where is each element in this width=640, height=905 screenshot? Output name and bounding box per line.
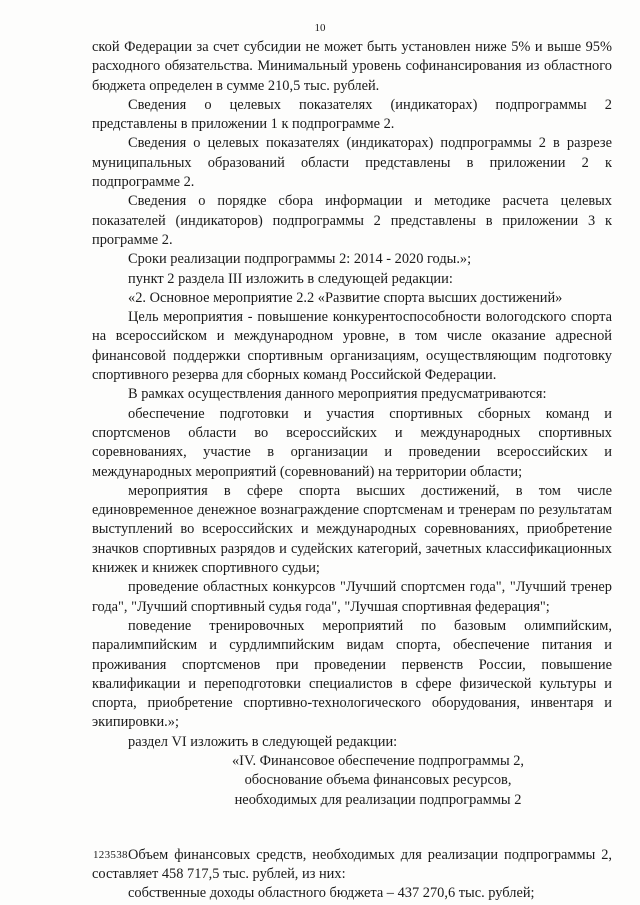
closing-paragraph-2: собственные доходы областного бюджета – 437 270,6 тыс. рублей; — [128, 885, 535, 902]
document-body — [92, 38, 612, 904]
paragraph-12: проведение областных конкурсов "Лучший спортсмен года", "Лучший тренер года", "Лучший спортивный судья года", "Лучшая спортивная федерация"; — [92, 579, 612, 615]
section-heading-line-1: «IV. Финансовое обеспечение подпрограммы 2, — [231, 752, 525, 769]
paragraph-10: обеспечение подготовки и участия спортивных сборных команд и спортсменов области во всероссийских и международных спортивных соревнованиях, участие в организации и проведении всероссийских и международных мероприятий (соревнований) на территории области; — [92, 405, 612, 480]
paragraph-13: поведение тренировочных мероприятий по базовым олимпийским, паралимпийским и сурдлимпийским видам спорта, обеспечение питания и проживания спортсменов при проведении первенств России, повышение квалификации и переподготовки специалистов в сфере физической культуры и спорта, приобретение спортивно-технологического оборудования, инвентаря и экипировки.»; — [92, 617, 612, 731]
paragraph-8: Цель мероприятия - повышение конкурентоспособности вологодского спорта на всероссийском и международном уровне, в том числе оказание адресной финансовой поддержки спортивным организациям, осуществляющим подготовку спортивного резерва для сборных команд Российской Федерации. — [92, 309, 612, 384]
paragraph-2: Сведения о целевых показателях (индикаторах) подпрограммы 2 представлены в приложении 1 к подпрограмме 2. — [92, 96, 612, 133]
paragraph-7: «2. Основное мероприятие 2.2 «Развитие спорта высших достижений» — [128, 289, 563, 306]
page-number: 10 — [314, 22, 326, 34]
document-code: 123538 — [93, 849, 128, 861]
paragraph-3: Сведения о целевых показателях (индикаторах) подпрограммы 2 в разрезе муниципальных образований области представлены в приложении 2 к подпрограмме 2. — [92, 135, 612, 191]
paragraph-14: раздел VI изложить в следующей редакции: — [128, 733, 398, 750]
closing-paragraph-1: Объем финансовых средств, необходимых для реализации подпрограммы 2, составляет 458 717,5 тыс. рублей, из них: — [92, 846, 612, 883]
section-heading-line-3: необходимых для реализации подпрограммы 2 — [234, 791, 522, 808]
paragraph-1: ской Федерации за счет субсидии не может быть установлен ниже 5% и выше 95% расходного обязательства. Минимальный уровень софинансирования из областного бюджета определен в сумме 210,5 тыс. рублей. — [92, 39, 612, 94]
paragraph-6: пункт 2 раздела III изложить в следующей редакции: — [128, 270, 453, 287]
paragraph-9: В рамках осуществления данного мероприятия предусматриваются: — [128, 386, 547, 403]
section-heading — [92, 752, 612, 810]
paragraph-4: Сведения о порядке сбора информации и методике расчета целевых показателей (индикаторов) подпрограммы 2 представлены в приложении 3 к программе 2. — [92, 193, 612, 248]
paragraph-5: Сроки реализации подпрограммы 2: 2014 - 2020 годы.»; — [128, 251, 472, 268]
section-heading-line-2: обоснование объема финансовых ресурсов, — [244, 772, 512, 789]
paragraph-11: мероприятия в сфере спорта высших достижений, в том числе единовременное денежное вознаграждение спортсменам и тренерам по результатам выступлений во всероссийских и международных соревнованиях, приобретение значков спортивных разрядов и судейских категорий, зачетных классификационных книжек и книжек спортивного судьи; — [92, 482, 612, 577]
